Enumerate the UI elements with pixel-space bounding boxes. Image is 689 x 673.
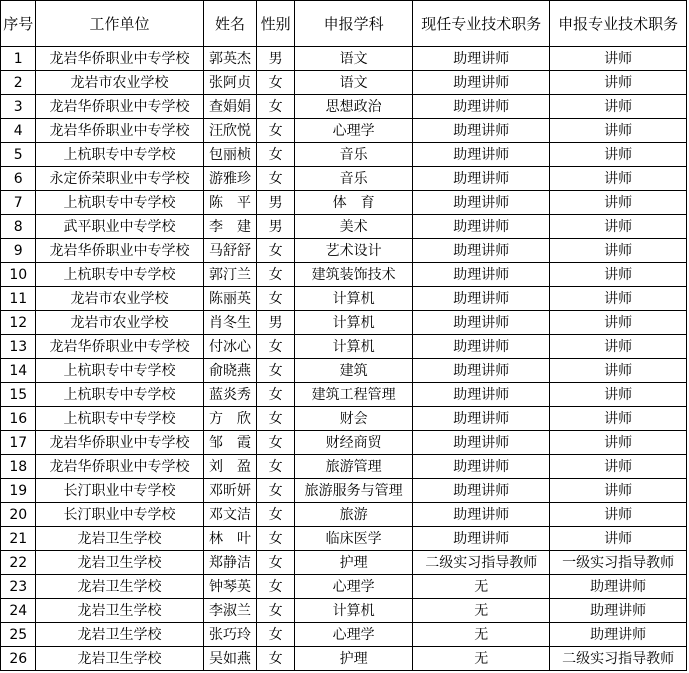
gender-cell: 女 xyxy=(257,359,294,383)
current-title-cell: 助理讲师 xyxy=(413,215,550,239)
gender-cell: 女 xyxy=(257,455,294,479)
current-title-cell: 助理讲师 xyxy=(413,287,550,311)
applied-title-cell: 讲师 xyxy=(550,407,687,431)
work-unit-cell: 长汀职业中专学校 xyxy=(36,479,203,503)
serial-number-cell: 15 xyxy=(1,383,36,407)
work-unit-cell: 龙岩市农业学校 xyxy=(36,311,203,335)
applied-title-cell: 讲师 xyxy=(550,311,687,335)
work-unit-cell: 上杭职专中专学校 xyxy=(36,407,203,431)
serial-number-cell: 16 xyxy=(1,407,36,431)
subject-cell: 财会 xyxy=(294,407,413,431)
serial-number-cell: 25 xyxy=(1,623,36,647)
work-unit-cell: 龙岩华侨职业中专学校 xyxy=(36,119,203,143)
current-title-cell: 助理讲师 xyxy=(413,119,550,143)
table-row xyxy=(1,407,687,431)
gender-cell: 男 xyxy=(257,215,294,239)
work-unit-cell: 永定侨荣职业中专学校 xyxy=(36,167,203,191)
table-row xyxy=(1,263,687,287)
name-cell: 查娟娟 xyxy=(203,95,257,119)
name-cell: 游雅珍 xyxy=(203,167,257,191)
current-title-cell: 助理讲师 xyxy=(413,143,550,167)
table-row xyxy=(1,287,687,311)
work-unit-cell: 龙岩华侨职业中专学校 xyxy=(36,47,203,71)
gender-cell: 女 xyxy=(257,551,294,575)
table-row xyxy=(1,335,687,359)
serial-number-cell: 26 xyxy=(1,647,36,671)
table-row xyxy=(1,503,687,527)
applied-title-cell: 讲师 xyxy=(550,335,687,359)
name-cell: 张阿贞 xyxy=(203,71,257,95)
applied-title-cell: 讲师 xyxy=(550,503,687,527)
current-title-cell: 无 xyxy=(413,647,550,671)
serial-number-cell: 11 xyxy=(1,287,36,311)
current-title-cell: 助理讲师 xyxy=(413,263,550,287)
work-unit-cell: 龙岩卫生学校 xyxy=(36,551,203,575)
current-title-cell: 助理讲师 xyxy=(413,527,550,551)
serial-number-cell: 9 xyxy=(1,239,36,263)
work-unit-cell: 长汀职业中专学校 xyxy=(36,503,203,527)
header-current-title: 现任专业技术职务 xyxy=(413,1,550,47)
gender-cell: 女 xyxy=(257,167,294,191)
table-row xyxy=(1,119,687,143)
table-row xyxy=(1,599,687,623)
serial-number-cell: 6 xyxy=(1,167,36,191)
applied-title-cell: 讲师 xyxy=(550,239,687,263)
current-title-cell: 无 xyxy=(413,575,550,599)
name-cell: 钟琴英 xyxy=(203,575,257,599)
work-unit-cell: 龙岩华侨职业中专学校 xyxy=(36,239,203,263)
serial-number-cell: 8 xyxy=(1,215,36,239)
header-name: 姓名 xyxy=(203,1,257,47)
table-row xyxy=(1,383,687,407)
table-row xyxy=(1,71,687,95)
current-title-cell: 二级实习指导教师 xyxy=(413,551,550,575)
current-title-cell: 助理讲师 xyxy=(413,455,550,479)
current-title-cell: 助理讲师 xyxy=(413,47,550,71)
serial-number-cell: 4 xyxy=(1,119,36,143)
serial-number-cell: 10 xyxy=(1,263,36,287)
serial-number-cell: 23 xyxy=(1,575,36,599)
gender-cell: 女 xyxy=(257,407,294,431)
current-title-cell: 助理讲师 xyxy=(413,191,550,215)
gender-cell: 女 xyxy=(257,383,294,407)
work-unit-cell: 龙岩华侨职业中专学校 xyxy=(36,455,203,479)
work-unit-cell: 龙岩卫生学校 xyxy=(36,527,203,551)
subject-cell: 临床医学 xyxy=(294,527,413,551)
current-title-cell: 无 xyxy=(413,599,550,623)
table-row xyxy=(1,551,687,575)
name-cell: 蓝炎秀 xyxy=(203,383,257,407)
header-applied-title: 申报专业技术职务 xyxy=(550,1,687,47)
work-unit-cell: 上杭职专中专学校 xyxy=(36,359,203,383)
gender-cell: 女 xyxy=(257,647,294,671)
name-cell: 包丽桢 xyxy=(203,143,257,167)
serial-number-cell: 7 xyxy=(1,191,36,215)
table-row xyxy=(1,95,687,119)
table-row xyxy=(1,311,687,335)
current-title-cell: 助理讲师 xyxy=(413,359,550,383)
name-cell: 邓文洁 xyxy=(203,503,257,527)
work-unit-cell: 龙岩卫生学校 xyxy=(36,575,203,599)
work-unit-cell: 龙岩卫生学校 xyxy=(36,623,203,647)
subject-cell: 艺术设计 xyxy=(294,239,413,263)
gender-cell: 女 xyxy=(257,575,294,599)
name-cell: 陈 平 xyxy=(203,191,257,215)
serial-number-cell: 13 xyxy=(1,335,36,359)
subject-cell: 旅游服务与管理 xyxy=(294,479,413,503)
serial-number-cell: 20 xyxy=(1,503,36,527)
applied-title-cell: 讲师 xyxy=(550,287,687,311)
work-unit-cell: 龙岩华侨职业中专学校 xyxy=(36,95,203,119)
subject-cell: 思想政治 xyxy=(294,95,413,119)
name-cell: 李淑兰 xyxy=(203,599,257,623)
serial-number-cell: 1 xyxy=(1,47,36,71)
name-cell: 刘 盈 xyxy=(203,455,257,479)
applied-title-cell: 讲师 xyxy=(550,431,687,455)
subject-cell: 旅游 xyxy=(294,503,413,527)
work-unit-cell: 龙岩华侨职业中专学校 xyxy=(36,335,203,359)
applied-title-cell: 讲师 xyxy=(550,215,687,239)
subject-cell: 美术 xyxy=(294,215,413,239)
table-row xyxy=(1,455,687,479)
subject-cell: 建筑 xyxy=(294,359,413,383)
current-title-cell: 助理讲师 xyxy=(413,407,550,431)
table-row xyxy=(1,215,687,239)
subject-cell: 建筑装饰技术 xyxy=(294,263,413,287)
subject-cell: 音乐 xyxy=(294,143,413,167)
name-cell: 马舒舒 xyxy=(203,239,257,263)
gender-cell: 男 xyxy=(257,311,294,335)
current-title-cell: 助理讲师 xyxy=(413,503,550,527)
current-title-cell: 助理讲师 xyxy=(413,71,550,95)
gender-cell: 男 xyxy=(257,191,294,215)
current-title-cell: 助理讲师 xyxy=(413,311,550,335)
applied-title-cell: 讲师 xyxy=(550,167,687,191)
name-cell: 李 建 xyxy=(203,215,257,239)
applied-title-cell: 讲师 xyxy=(550,383,687,407)
subject-cell: 体 育 xyxy=(294,191,413,215)
applied-title-cell: 讲师 xyxy=(550,119,687,143)
serial-number-cell: 21 xyxy=(1,527,36,551)
current-title-cell: 助理讲师 xyxy=(413,335,550,359)
gender-cell: 女 xyxy=(257,503,294,527)
serial-number-cell: 18 xyxy=(1,455,36,479)
subject-cell: 财经商贸 xyxy=(294,431,413,455)
work-unit-cell: 龙岩市农业学校 xyxy=(36,287,203,311)
work-unit-cell: 龙岩卫生学校 xyxy=(36,647,203,671)
name-cell: 吴如燕 xyxy=(203,647,257,671)
name-cell: 汪欣悦 xyxy=(203,119,257,143)
work-unit-cell: 龙岩华侨职业中专学校 xyxy=(36,431,203,455)
gender-cell: 女 xyxy=(257,479,294,503)
applied-title-cell: 讲师 xyxy=(550,71,687,95)
gender-cell: 女 xyxy=(257,239,294,263)
gender-cell: 女 xyxy=(257,71,294,95)
table-row xyxy=(1,167,687,191)
gender-cell: 女 xyxy=(257,287,294,311)
applied-title-cell: 助理讲师 xyxy=(550,575,687,599)
applied-title-cell: 讲师 xyxy=(550,455,687,479)
current-title-cell: 助理讲师 xyxy=(413,431,550,455)
header-work-unit: 工作单位 xyxy=(36,1,203,47)
subject-cell: 音乐 xyxy=(294,167,413,191)
current-title-cell: 助理讲师 xyxy=(413,383,550,407)
work-unit-cell: 上杭职专中专学校 xyxy=(36,143,203,167)
gender-cell: 女 xyxy=(257,623,294,647)
subject-cell: 护理 xyxy=(294,647,413,671)
applied-title-cell: 二级实习指导教师 xyxy=(550,647,687,671)
subject-cell: 建筑工程管理 xyxy=(294,383,413,407)
gender-cell: 女 xyxy=(257,335,294,359)
applied-title-cell: 讲师 xyxy=(550,47,687,71)
subject-cell: 语文 xyxy=(294,71,413,95)
table-row xyxy=(1,143,687,167)
name-cell: 肖冬生 xyxy=(203,311,257,335)
name-cell: 付冰心 xyxy=(203,335,257,359)
gender-cell: 女 xyxy=(257,119,294,143)
serial-number-cell: 3 xyxy=(1,95,36,119)
serial-number-cell: 17 xyxy=(1,431,36,455)
subject-cell: 计算机 xyxy=(294,599,413,623)
serial-number-cell: 12 xyxy=(1,311,36,335)
name-cell: 方 欣 xyxy=(203,407,257,431)
serial-number-cell: 24 xyxy=(1,599,36,623)
header-serial-number: 序号 xyxy=(1,1,36,47)
work-unit-cell: 龙岩市农业学校 xyxy=(36,71,203,95)
applied-title-cell: 讲师 xyxy=(550,479,687,503)
name-cell: 郭汀兰 xyxy=(203,263,257,287)
subject-cell: 心理学 xyxy=(294,575,413,599)
work-unit-cell: 上杭职专中专学校 xyxy=(36,263,203,287)
gender-cell: 男 xyxy=(257,47,294,71)
table-row xyxy=(1,431,687,455)
name-cell: 邹 霞 xyxy=(203,431,257,455)
applied-title-cell: 讲师 xyxy=(550,143,687,167)
applied-title-cell: 讲师 xyxy=(550,359,687,383)
header-subject: 申报学科 xyxy=(294,1,413,47)
current-title-cell: 助理讲师 xyxy=(413,239,550,263)
name-cell: 林 叶 xyxy=(203,527,257,551)
applied-title-cell: 助理讲师 xyxy=(550,623,687,647)
current-title-cell: 无 xyxy=(413,623,550,647)
name-cell: 郭英杰 xyxy=(203,47,257,71)
work-unit-cell: 武平职业中专学校 xyxy=(36,215,203,239)
serial-number-cell: 5 xyxy=(1,143,36,167)
gender-cell: 女 xyxy=(257,263,294,287)
subject-cell: 计算机 xyxy=(294,335,413,359)
table-row xyxy=(1,359,687,383)
name-cell: 俞晓燕 xyxy=(203,359,257,383)
table-row xyxy=(1,191,687,215)
applied-title-cell: 讲师 xyxy=(550,191,687,215)
subject-cell: 计算机 xyxy=(294,287,413,311)
applied-title-cell: 讲师 xyxy=(550,263,687,287)
serial-number-cell: 14 xyxy=(1,359,36,383)
work-unit-cell: 龙岩卫生学校 xyxy=(36,599,203,623)
subject-cell: 计算机 xyxy=(294,311,413,335)
table-body xyxy=(1,47,687,671)
name-cell: 邓昕妍 xyxy=(203,479,257,503)
name-cell: 郑静洁 xyxy=(203,551,257,575)
subject-cell: 护理 xyxy=(294,551,413,575)
subject-cell: 心理学 xyxy=(294,623,413,647)
gender-cell: 女 xyxy=(257,431,294,455)
subject-cell: 语文 xyxy=(294,47,413,71)
name-cell: 张巧玲 xyxy=(203,623,257,647)
header-row xyxy=(1,1,687,47)
work-unit-cell: 上杭职专中专学校 xyxy=(36,383,203,407)
gender-cell: 女 xyxy=(257,527,294,551)
header-gender: 性别 xyxy=(257,1,294,47)
applied-title-cell: 讲师 xyxy=(550,527,687,551)
table-row xyxy=(1,47,687,71)
table-row xyxy=(1,239,687,263)
gender-cell: 女 xyxy=(257,95,294,119)
serial-number-cell: 22 xyxy=(1,551,36,575)
serial-number-cell: 19 xyxy=(1,479,36,503)
subject-cell: 旅游管理 xyxy=(294,455,413,479)
applied-title-cell: 一级实习指导教师 xyxy=(550,551,687,575)
subject-cell: 心理学 xyxy=(294,119,413,143)
serial-number-cell: 2 xyxy=(1,71,36,95)
work-unit-cell: 上杭职专中专学校 xyxy=(36,191,203,215)
table-row xyxy=(1,527,687,551)
name-cell: 陈丽英 xyxy=(203,287,257,311)
table-row xyxy=(1,623,687,647)
applied-title-cell: 讲师 xyxy=(550,95,687,119)
gender-cell: 女 xyxy=(257,143,294,167)
current-title-cell: 助理讲师 xyxy=(413,167,550,191)
table-row xyxy=(1,575,687,599)
current-title-cell: 助理讲师 xyxy=(413,479,550,503)
table-row xyxy=(1,647,687,671)
table-row xyxy=(1,479,687,503)
applied-title-cell: 助理讲师 xyxy=(550,599,687,623)
current-title-cell: 助理讲师 xyxy=(413,95,550,119)
gender-cell: 女 xyxy=(257,599,294,623)
